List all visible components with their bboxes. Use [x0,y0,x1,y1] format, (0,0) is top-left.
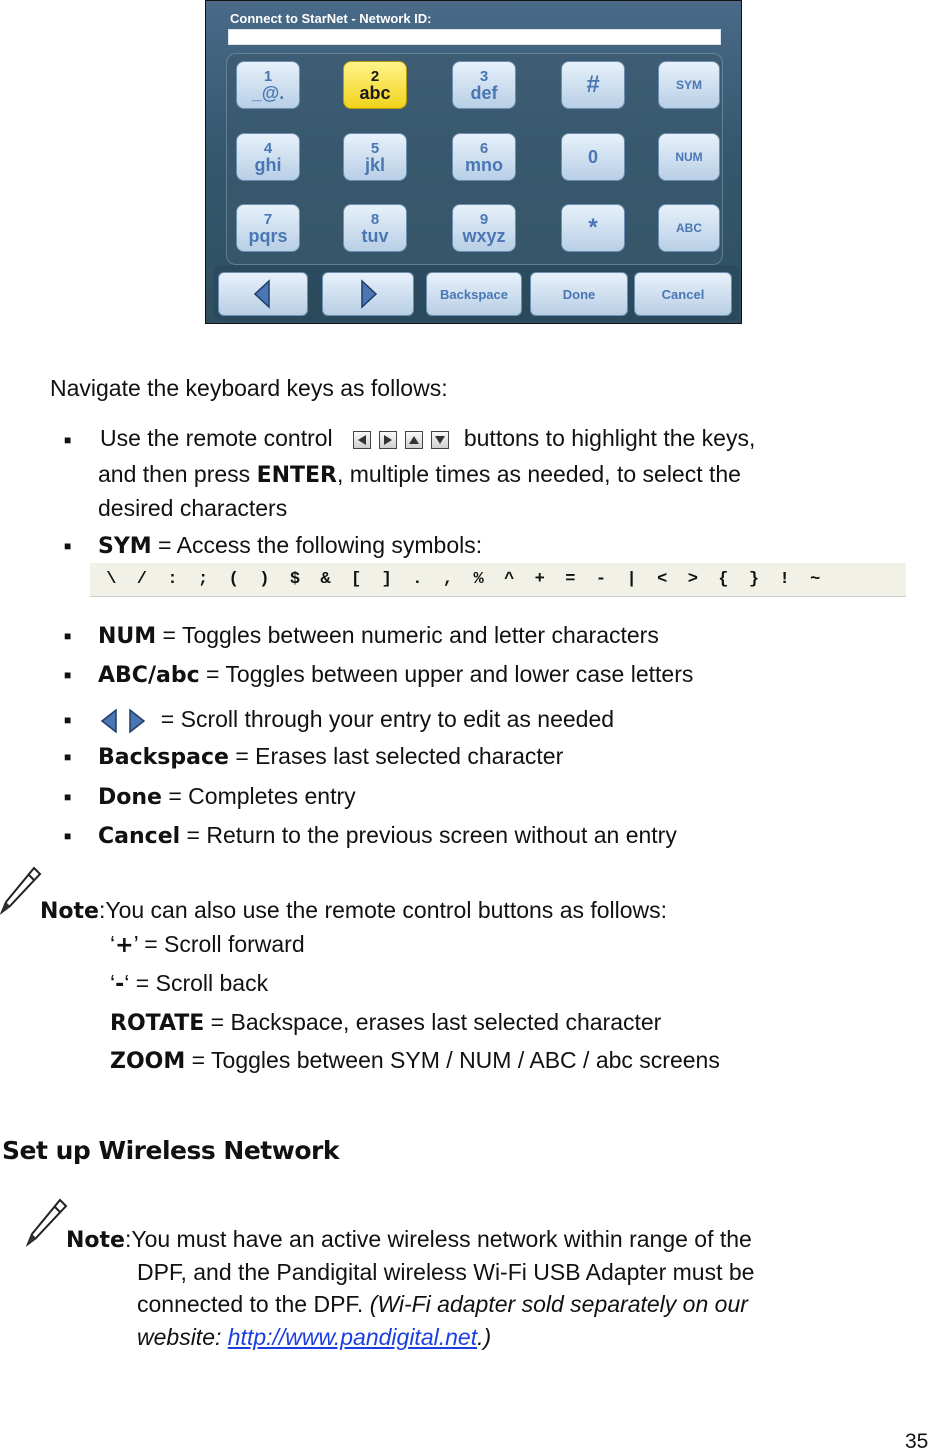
key-abc[interactable]: ABC [658,204,720,252]
note2-line1: Note:You must have an active wireless network within range of the [66,1226,752,1253]
item-sym: SYM = Access the following symbols: [98,532,483,559]
bullet-icon: ■ [64,750,72,764]
item-backspace: Backspace = Erases last selected character [98,743,564,770]
bullet-icon: ■ [64,668,72,682]
key-5[interactable]: 5 jkl [343,133,407,181]
bullet-icon: ■ [64,713,72,727]
key-9[interactable]: 9 wxyz [452,204,516,252]
key-0[interactable]: 0 [561,133,625,181]
bullet-icon: ■ [64,829,72,843]
symbol-list: \ / : ; ( ) $ & [ ] . , % ^ + = - | < > { } ! ~ [90,563,906,597]
note2-line2: DPF, and the Pandigital wireless Wi-Fi USB Adapter must be [137,1259,755,1285]
note1-rotate: ROTATE = Backspace, erases last selected character [110,1009,662,1036]
key-1[interactable]: 1 _@. [236,61,300,109]
down-nav-icon [431,431,449,449]
note2-line3: connected to the DPF. (Wi-Fi adapter sold separately on our [137,1291,748,1317]
key-hash[interactable]: # [561,61,625,109]
bullet-icon: ■ [64,790,72,804]
key-8[interactable]: 8 tuv [343,204,407,252]
done-key[interactable]: Done [530,272,628,316]
up-nav-icon [405,431,423,449]
note1-plus: ‘+’ = Scroll forward [110,931,305,958]
bullet-icon: ■ [64,433,72,447]
cursor-right-button[interactable] [322,272,414,316]
right-nav-icon [379,431,397,449]
keyboard-screenshot [205,0,742,324]
item-cancel: Cancel = Return to the previous screen without an entry [98,822,677,849]
item-remote: Use the remote control buttons to highlight the keys, [100,425,756,451]
pencil-icon [0,866,42,918]
left-arrow-icon [253,279,273,309]
scroll-left-icon [98,708,120,734]
note1-minus: ‘-‘ = Scroll back [110,970,269,997]
item-num: NUM = Toggles between numeric and letter characters [98,622,659,649]
key-4[interactable]: 4 ghi [236,133,300,181]
section-heading: Set up Wireless Network [2,1136,339,1165]
nav-intro: Navigate the keyboard keys as follows: [50,375,448,401]
item-done: Done = Completes entry [98,783,356,810]
bullet-icon: ■ [64,539,72,553]
network-id-input[interactable] [228,29,721,45]
key-6[interactable]: 6 mno [452,133,516,181]
note1-intro: Note:You can also use the remote control buttons as follows: [40,897,668,924]
backspace-key[interactable]: Backspace [426,272,522,316]
key-3[interactable]: 3 def [452,61,516,109]
page-number: 35 [905,1430,929,1453]
note1-zoom: ZOOM = Toggles between SYM / NUM / ABC / abc screens [110,1047,720,1074]
note2-line4: website: http://www.pandigital.net.) [137,1324,492,1350]
bullet-icon: ■ [64,629,72,643]
key-sym[interactable]: SYM [658,61,720,109]
pandigital-link[interactable]: http://www.pandigital.net [227,1324,478,1350]
key-2[interactable]: 2 abc [343,61,407,109]
item-remote-line3: desired characters [98,495,288,521]
scroll-right-icon [126,708,148,734]
key-num[interactable]: NUM [658,133,720,181]
item-scroll: = Scroll through your entry to edit as needed [98,705,614,734]
right-arrow-icon [358,279,378,309]
pencil-icon [26,1198,68,1250]
cancel-key[interactable]: Cancel [634,272,732,316]
key-star[interactable]: * [561,204,625,252]
item-remote-line2: and then press ENTER, multiple times as needed, to select the [98,461,741,488]
key-7[interactable]: 7 pqrs [236,204,300,252]
left-nav-icon [353,431,371,449]
cursor-left-button[interactable] [218,272,308,316]
keyboard-title: Connect to StarNet - Network ID: [230,11,432,26]
item-abc: ABC/abc = Toggles between upper and lower case letters [98,661,694,688]
